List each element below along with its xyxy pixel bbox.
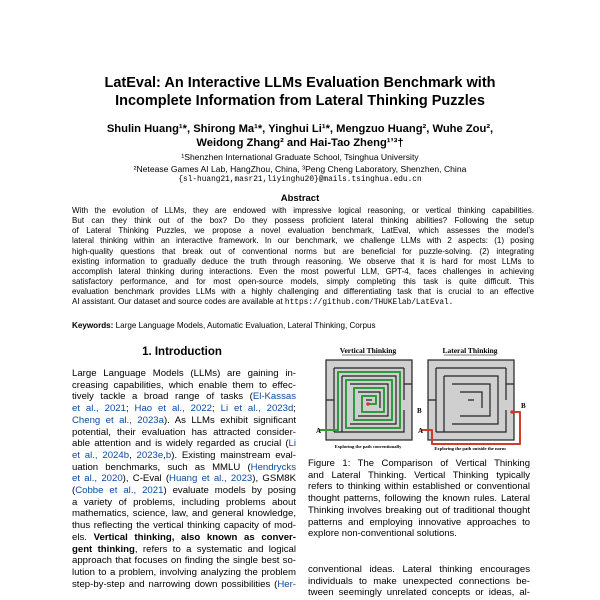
intro-line: mathematics, science, law, and general knowledge, — [72, 508, 296, 520]
lateral-maze — [418, 360, 526, 444]
author-list — [40, 122, 560, 150]
abstract-line: evaluation benchmark provides LLMs with a highly challenging and differentiating task that is crucial to an effective — [72, 287, 534, 297]
caption-line: refers to thinking within established or conventional — [308, 481, 530, 493]
intro-text: ). As LLMs exhibit significant — [163, 414, 296, 426]
intro-line — [72, 579, 296, 591]
intro-text: ; — [212, 403, 221, 415]
intro-line: a variety of problems, including problems about — [72, 496, 296, 508]
intro-line: creasing capabilities, which enable them to effec- — [72, 379, 296, 391]
target-dot — [510, 410, 514, 414]
caption-line: patterns and employing innovative approaches to — [308, 516, 530, 528]
authors-line-2: Weidong Zhang² and Hai-Tao Zheng¹ʼ³† — [196, 137, 404, 149]
intro-line — [72, 415, 296, 427]
abstract-heading: Abstract — [280, 193, 320, 204]
affiliation-line-2: ²Netease Games AI Lab, HangZhou, China, ³Peng Cheng Laboratory, Shenzhen, China — [133, 163, 467, 174]
authors-line-1: Shulin Huang¹*, Shirong Ma¹*, Yinghui Li¹*, Mengzuo Huang², Wuhe Zou², — [106, 123, 494, 135]
abstract-last-line — [72, 297, 534, 308]
citation-link[interactable]: b — [165, 449, 172, 461]
citation-link[interactable]: Cobbe et al., 2021 — [75, 485, 164, 497]
abstract-last-text: AI assistant. Our dataset and source codes are available at — [72, 297, 285, 307]
intro-bold-text: Vertical thinking, also known as conver- — [93, 531, 296, 543]
caption-line: Thinking involves breaking out of traditional thought — [308, 504, 530, 516]
citation-link[interactable]: Hao et al., 2022 — [134, 403, 213, 415]
lateral-thinking-label: Lateral Thinking — [442, 346, 498, 355]
intro-text: step-by-step and narrowing down possibilities ( — [72, 578, 278, 590]
abstract-body — [72, 206, 534, 309]
intro-text: , — [163, 449, 166, 461]
citation-link[interactable]: 2023e — [136, 449, 164, 461]
figure-1 — [308, 340, 528, 452]
abstract-line: of Lateral Thinking Puzzles, we propose a novel evaluation benchmark, LatEval, which assesses the model’s — [72, 226, 534, 236]
body-line: tween seemingly unrelated concepts or ideas, al- — [308, 587, 530, 599]
intro-line — [72, 485, 296, 497]
intro-line — [72, 473, 296, 485]
keywords — [72, 321, 534, 330]
abstract-line: lateral thinking within an interactive framework. In our benchmark, we challenge LLMs with 2 aspects: (1) posing — [72, 236, 534, 246]
figure-1-caption — [308, 458, 530, 540]
vertical-thinking-label: Vertical Thinking — [339, 346, 397, 355]
caption-line: Figure 1: The Comparison of Vertical Thinking — [308, 458, 530, 469]
intro-line: thus reflecting the vertical thinking capacity of mod- — [72, 520, 296, 532]
caption-line: explore non-conventional solutions. — [308, 528, 457, 540]
maze-figure — [308, 340, 528, 452]
title-line-1: LatEval: An Interactive LLMs Evaluation Benchmark with — [104, 75, 496, 91]
point-b-left: B — [417, 407, 422, 415]
intro-line: approach that focuses on finding the single best so- — [72, 555, 296, 567]
abstract-line: But can they think out of the box? Do they possess proficient lateral thinking abilities? Following the setup — [72, 216, 534, 226]
body-line: conventional ideas. Lateral thinking encourages — [308, 564, 530, 575]
intro-text: ), C-Eval ( — [122, 473, 170, 485]
target-dot — [366, 402, 370, 406]
author-emails: {sl-huang21,masr21,liyinghu20}@mails.tsinghua.edu.cn — [178, 176, 422, 184]
section-heading-introduction: 1. Introduction — [142, 346, 222, 358]
lateral-caption: Exploring the path outside the norm — [434, 446, 506, 451]
intro-line — [72, 544, 296, 556]
intro-text: tively tackle a broad range of tasks ( — [72, 391, 253, 403]
affiliations — [40, 152, 560, 187]
intro-text: ; — [125, 403, 135, 415]
intro-line — [72, 391, 296, 403]
code-url-link[interactable]: https://github.com/THUKElab/LatEval. — [284, 299, 454, 308]
right-column-body — [308, 564, 530, 599]
caption-line: and Lateral Thinking. Vertical Thinking typically — [308, 469, 530, 481]
citation-link[interactable]: et al., 2020 — [72, 473, 123, 485]
intro-text: ( — [72, 485, 76, 497]
intro-line: Large Language Models (LLMs) are gaining in- — [72, 368, 296, 379]
citation-link[interactable]: et al., 2021 — [72, 403, 126, 415]
point-a-left: A — [316, 427, 322, 435]
point-b-right: B — [521, 402, 526, 410]
intro-line — [72, 438, 296, 450]
citation-link[interactable]: Hendrycks — [250, 461, 296, 473]
point-a-right: A — [418, 427, 424, 435]
intro-text: , refers to a systematic and logical — [134, 543, 296, 555]
citation-link[interactable]: Huang et al., 2023 — [169, 473, 253, 485]
intro-text: ; — [293, 403, 296, 415]
citation-link[interactable]: et al., 2024b — [72, 449, 130, 461]
intro-text: ), GSM8K — [252, 473, 296, 485]
title-line-2: Incomplete Information from Lateral Thinking Puzzles — [115, 93, 485, 109]
introduction-body — [72, 368, 296, 590]
abstract-line: existing information to gradually deduce the truth through reasoning. We observe that it is hard for most LLMs to — [72, 256, 534, 266]
intro-line: lution to a problem, involving analyzing the problem — [72, 566, 296, 578]
intro-line — [72, 462, 296, 474]
intro-text: uation benchmarks, such as MMLU ( — [72, 461, 251, 473]
abstract-line: satisfactory performance, and for most open-source models, simply completing this task is quite difficult. This — [72, 277, 534, 287]
intro-text: ) evaluate models by posing — [163, 485, 296, 497]
citation-link[interactable]: Her- — [277, 578, 296, 590]
caption-line: thought patterns, following the known rules. Lateral — [308, 493, 530, 505]
citation-link[interactable]: Cheng et al., 2023a — [72, 414, 164, 426]
intro-text: , — [129, 449, 137, 461]
abstract-line: accomplish lateral thinking during interactions. Even the most powerful LLM, GPT-4, faces challenges in achieving — [72, 266, 534, 276]
abstract-line: high-quality questions that break out of conventional norms but are beneficial for puzzle-solving. (2) integrating — [72, 246, 534, 256]
citation-link[interactable]: El-Kassas — [252, 391, 296, 403]
affiliation-line-1: ¹Shenzhen International Graduate School, Tsinghua University — [181, 152, 419, 162]
vertical-caption: Exploring the path conventionally — [334, 444, 402, 449]
abstract-line: With the evolution of LLMs, they are endowed with impressive logical reasoning, or vertical thinking capabilities. — [72, 206, 534, 215]
intro-text: able attention and is widely regarded as crucial ( — [72, 438, 289, 450]
paper-title — [40, 74, 560, 110]
keywords-label: Keywords: — [72, 321, 114, 330]
intro-bold-text: gent thinking — [72, 543, 135, 555]
intro-text: ). Existing mainstream eval- — [171, 449, 296, 461]
vertical-maze — [316, 360, 422, 440]
intro-text: els. — [72, 531, 94, 543]
intro-line — [72, 450, 296, 462]
keywords-text: Large Language Models, Automatic Evaluation, Lateral Thinking, Corpus — [113, 321, 376, 330]
body-line: individuals to make unexpected connections be- — [308, 575, 530, 587]
intro-line — [72, 532, 296, 544]
intro-line: potential, their evaluation has attracted consider- — [72, 426, 296, 438]
intro-line — [72, 403, 296, 415]
citation-link[interactable]: Li et al., 2023d — [220, 403, 294, 415]
citation-link[interactable]: Li — [288, 438, 296, 450]
